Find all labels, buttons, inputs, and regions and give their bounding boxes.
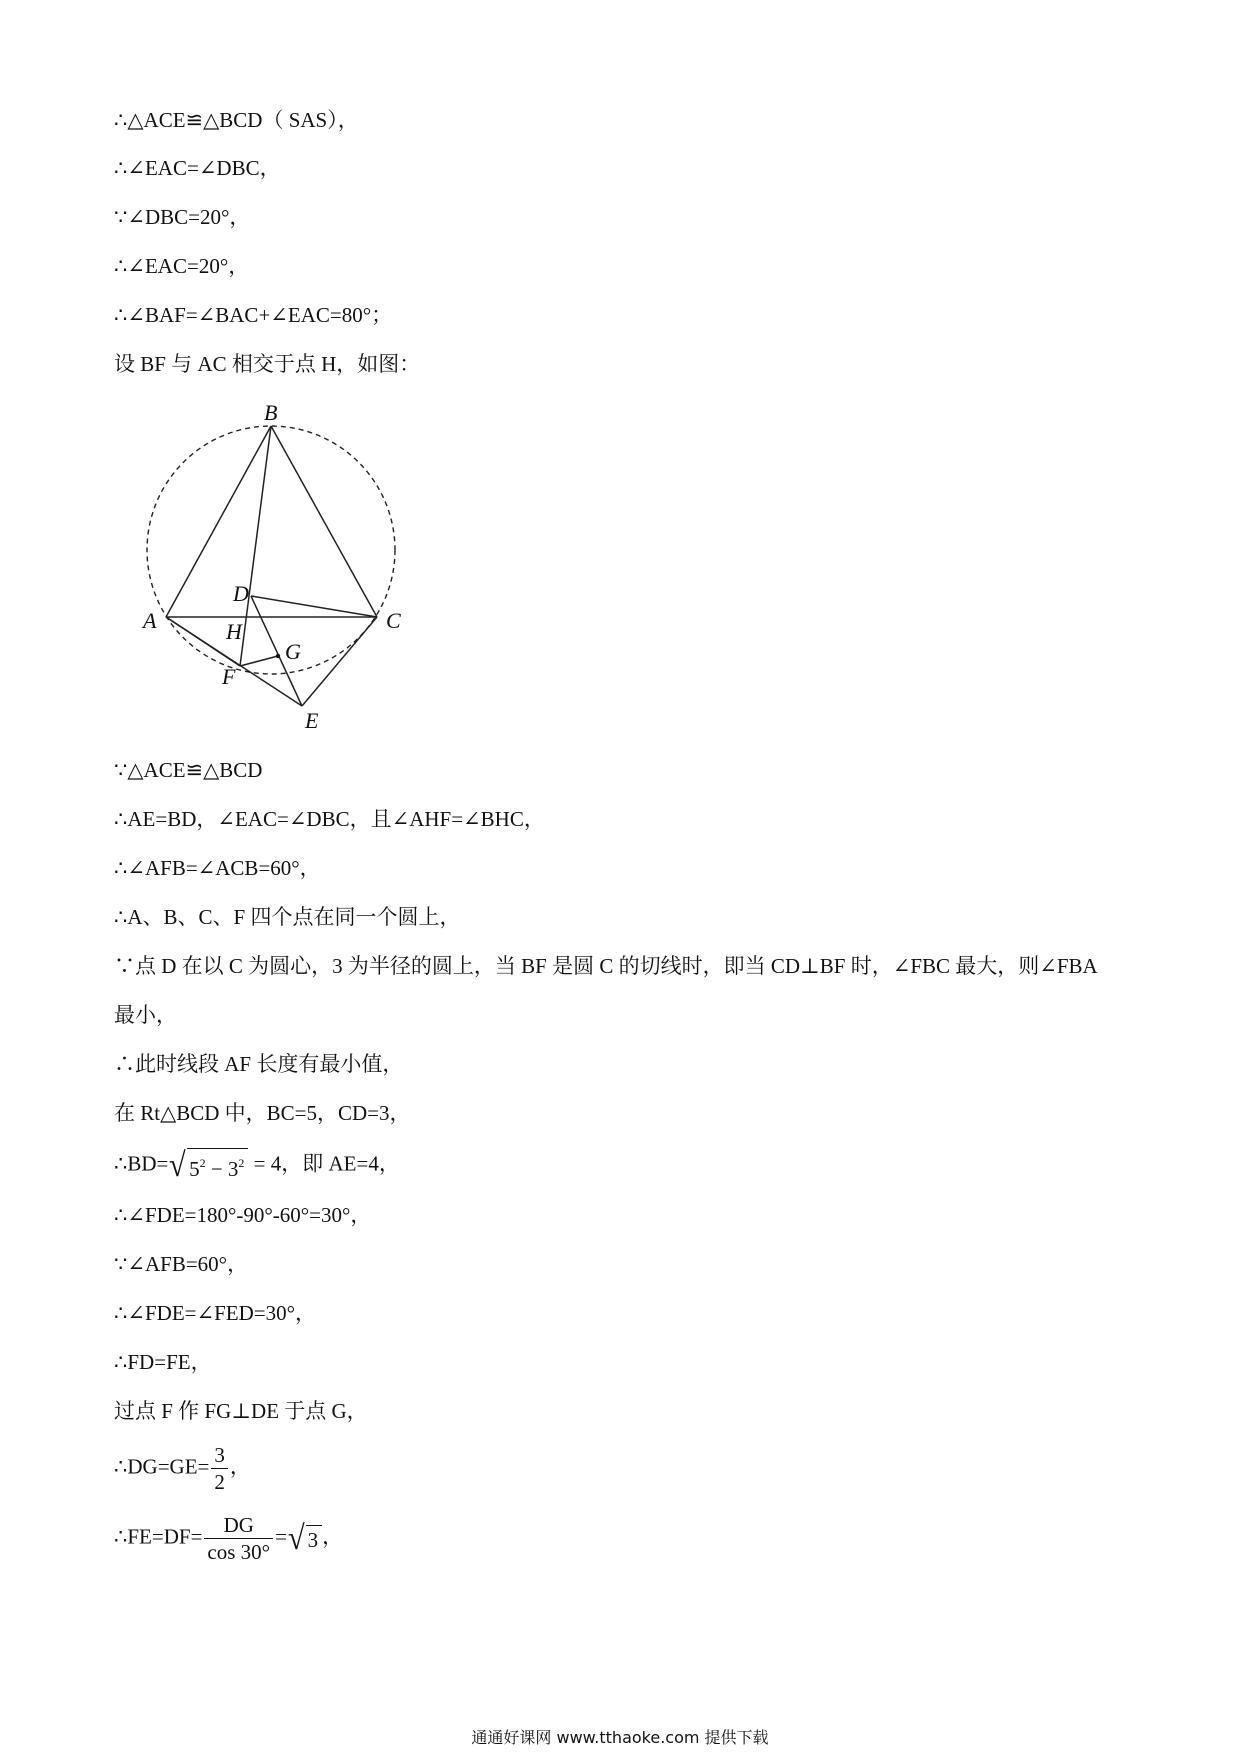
label-D: D — [233, 581, 249, 606]
step-line-22: ∴FE=DF= $\frac{DG}{\cos 30^\circ}$ =√ 3 ， — [114, 1513, 344, 1564]
step-line-16: ∴∠FDE=180°-90°-60°=30°， — [114, 1203, 372, 1227]
step-line-11: ∵点 D 在以 C 为圆心，3 为半径的圆上，当 BF 是圆 C 的切线时，即当 CD⊥BF 时，∠FBC 最大，则∠FBA — [114, 954, 1098, 978]
step-line-4: ∴∠EAC=20°， — [114, 254, 250, 278]
step-line-14: 在 Rt△BCD 中，BC=5，CD=3， — [114, 1101, 411, 1125]
point-G-dot — [276, 654, 280, 658]
step-line-20: 过点 F 作 FG⊥DE 于点 G， — [114, 1399, 368, 1423]
segment-DC — [251, 596, 377, 617]
fraction-dg-over-cos30: $\frac{DG}{\cos 30^\circ}$ — [204, 1512, 273, 1565]
footer-watermark: 通通好课网 www.tthaoke.com 提供下载 — [471, 1728, 769, 1747]
step-line-17: ∵∠AFB=60°， — [114, 1252, 249, 1276]
step-line-9: ∴∠AFB=∠ACB=60°， — [114, 856, 321, 880]
segment-BC — [271, 426, 377, 617]
fraction-3-over-2: $\frac{3}{2}$ — [211, 1442, 228, 1495]
step-line-5: ∴∠BAF=∠BAC+∠EAC=80°； — [114, 303, 393, 327]
step-line-8: ∴AE=BD，∠EAC=∠DBC，且∠AHF=∠BHC， — [114, 807, 545, 831]
step-line-12: 最小， — [114, 1003, 177, 1027]
segment-AB — [166, 426, 271, 617]
step-line-2: ∴∠EAC=∠DBC， — [114, 156, 281, 180]
step-line-18: ∴∠FDE=∠FED=30°， — [114, 1301, 316, 1325]
step-line-13: ∴此时线段 AF 长度有最小值， — [114, 1052, 404, 1076]
step-line-6: 设 BF 与 AC 相交于点 H，如图： — [114, 352, 421, 376]
sqrt-3: √ 3 — [287, 1523, 322, 1554]
label-C: C — [386, 608, 401, 633]
step-line-3: ∵∠DBC=20°， — [114, 205, 251, 229]
step-line-1: ∴△ACE≌△BCD（ SAS）， — [114, 108, 359, 132]
label-E: E — [305, 708, 319, 733]
label-F: F — [222, 664, 236, 689]
step-line-19: ∴FD=FE， — [114, 1350, 212, 1374]
sqrt-expression: √ $5^2 - 3^2$ — [168, 1148, 248, 1183]
label-B: B — [264, 400, 278, 425]
segment-CE — [302, 617, 377, 706]
step-line-10: ∴A、B、C、F 四个点在同一个圆上， — [114, 905, 461, 929]
geometry-figure — [130, 392, 430, 737]
label-H: H — [226, 619, 242, 644]
segment-FG — [240, 656, 278, 666]
step-line-7: ∵△ACE≌△BCD — [114, 758, 263, 782]
step-line-21: ∴DG=GE= $\frac{3}{2}$ ， — [114, 1443, 251, 1494]
label-A: A — [143, 608, 157, 633]
step-line-15: ∴BD=√ $5^2 - 3^2 = 4$，即 AE=4， — [114, 1146, 400, 1184]
circumcircle — [147, 426, 395, 674]
label-G: G — [285, 639, 301, 664]
